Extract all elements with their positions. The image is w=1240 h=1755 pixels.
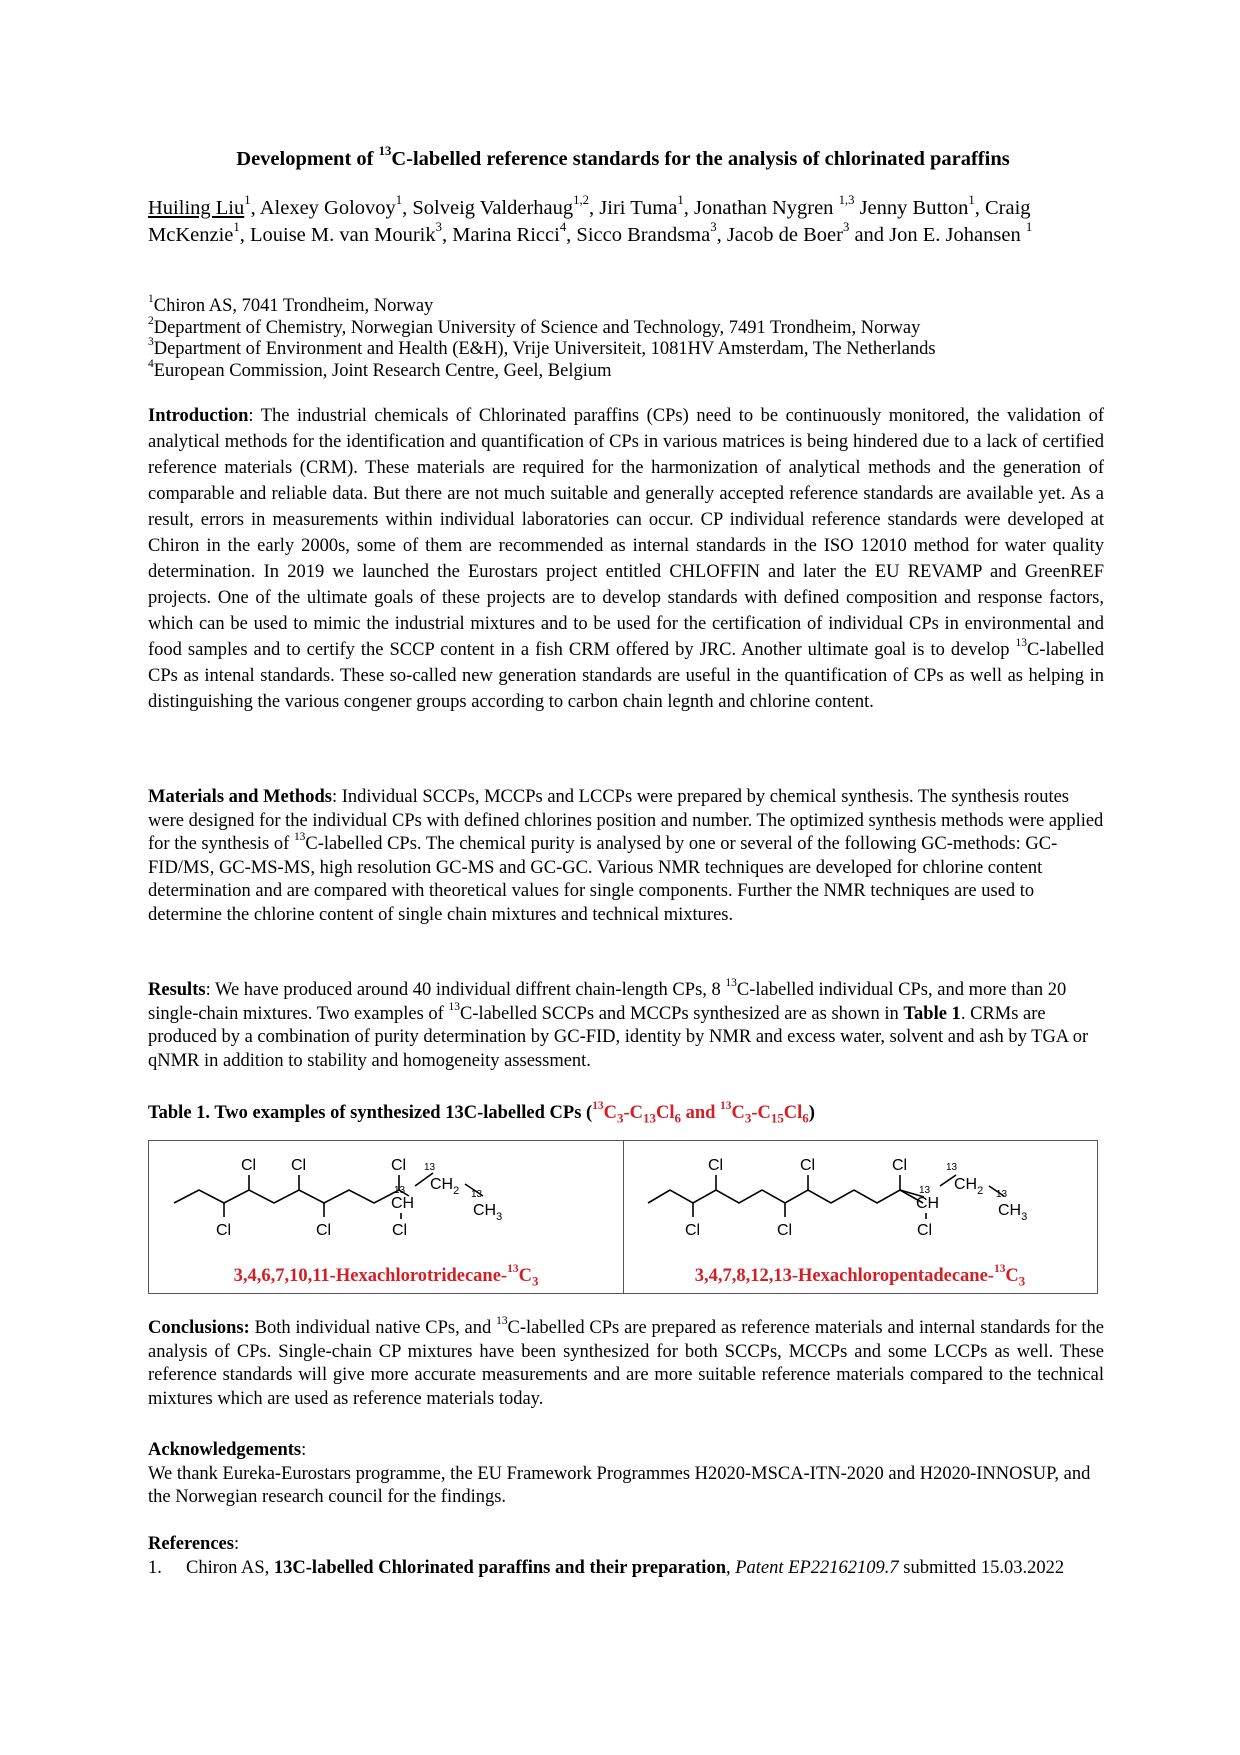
author-name: Alexey Golovoy (259, 197, 396, 219)
affiliation-item: $^1$Chiron AS, 7041 Trondheim, Norway (148, 293, 434, 316)
cl-label: Cl (316, 1222, 332, 1239)
affiliation-item: $^3$Department of Environment and Health (E&H), Vrije Universiteit, 1081HV Amsterdam, The Netherlands (148, 336, 936, 359)
cl-label: Cl (892, 1157, 908, 1174)
ch-label: CH (391, 1195, 415, 1212)
affiliation-item: $^2$Department of Chemistry, Norwegian University of Science and Technology, 7491 Trondheim, Norway (148, 314, 921, 338)
author-name: Craig McKenzie (148, 197, 1031, 246)
cl-label: Cl (291, 1157, 307, 1174)
author-name: Sicco Brandsma (576, 224, 711, 246)
cl-label: Cl (800, 1157, 816, 1174)
cl-label: Cl (391, 1157, 407, 1174)
cl-label: Cl (241, 1157, 257, 1174)
methods-section: Materials and Methods: Individual SCCPs, MCCPs and LCCPs were prepared by chemical synthesis. The synthesis routes were designed for the individual CPs with defined chlorines position and number. The optimized synthesis methods were applied for the synthesis of $^{13}$C-labelled CPs. The chemical purity is analysed by one or several of the following GC-methods: GC-FID/MS, GC-MS-MS, high resolution GC-MS and GC-GC. Various NMR techniques are developed for chlorine content determination and are compared with theoretical values for single components. Further the NMR techniques are used to determine the chlorine content of single chain mixtures and technical mixtures. (148, 787, 1104, 925)
acknowledgements-heading: Acknowledgements (148, 1440, 302, 1460)
methods-heading: Materials and Methods (148, 787, 332, 807)
results-section: Results: We have produced around 40 individual diffrent chain-length CPs, 8 $^{13}$C-labelled individual CPs, and more than 20 single-chain mixtures. Two examples of $^{13}$C-labelled SCCPs and MCCPs synthesized are as shown in Table 1. CRMs are produced by a combination of purity determination by GC-FID, identity by NMR and excess water, solvent and ash by TGA or qNMR in addition to stability and homogeneity assessment. (148, 977, 1089, 1071)
ch-label: CH (916, 1195, 940, 1212)
conclusions-section: Conclusions: Both individual native CPs, and $^{13}$C-labelled CPs are prepared as reference materials and internal standards for the analysis of CPs. Single-chain CP mixtures have been synthesized for both SCCPs, MCCPs and some LCCPs as well. These reference standards will give more accurate measurements and are more suitable reference materials compared to the technical mixtures which are used as reference materials today. (148, 1315, 1104, 1409)
acknowledgements-section: Acknowledgements: We thank Eureka-Eurostars programme, the EU Framework Programmes H2020-MSCA-ITN-2020 and H2020-INNOSUP, and the Norwegian research council for the findings. (148, 1440, 1091, 1507)
results-heading: Results (148, 980, 206, 1000)
references-heading: References (148, 1534, 234, 1554)
cl-label: Cl (216, 1222, 232, 1239)
references-section: References: 1. Chiron AS, 13C-labelled Chlorinated paraffins and their preparation, Patent EP22162109.7 submitted 15.03.2022 (148, 1533, 1104, 1580)
table-caption: Table 1. Two examples of synthesized 13C-labelled CPs ($^{13}C_3-C_{13}Cl_6$ and $^{13}C_3-C_{15}Cl_6$) (148, 1100, 815, 1126)
reference-item: 1. Chiron AS, 13C-labelled Chlorinated paraffins and their preparation, Patent EP22162109.7 submitted 15.03.2022 (148, 1557, 1065, 1578)
isotope-label: 13 (946, 1162, 958, 1173)
isotope-label: 13 (394, 1185, 406, 1196)
author-name: Solveig Valderhaug (412, 197, 574, 219)
affiliation-list (148, 293, 1098, 382)
cl-label: Cl (392, 1222, 408, 1239)
cl-label: Cl (777, 1222, 793, 1239)
author-name: Jon E. Johansen (889, 224, 1026, 246)
ch3-label: $CH_3$ (998, 1202, 1028, 1223)
structures-table (148, 1140, 1098, 1294)
isotope-label: 13 (996, 1189, 1008, 1200)
introduction-heading: Introduction (148, 406, 249, 426)
author-name: Jenny Button (859, 197, 969, 219)
affiliation-item: $^4$European Commission, Joint Research Centre, Geel, Belgium (148, 357, 612, 381)
author-name: Marina Ricci (452, 224, 560, 246)
introduction-section: Introduction: The industrial chemicals of Chlorinated paraffins (CPs) need to be continuously monitored, the validation of analytical methods for the identification and quantification of CPs in various matrices is being hindered due to a lack of certified reference materials (CRM). These materials are required for the harmonization of analytical methods and the generation of comparable and reliable data. But there are not much suitable and generally accepted reference standards are available yet. As a result, errors in measurements within individual laboratories can occur. CP individual reference standards were developed at Chiron in the early 2000s, some of them are recommended as internal standards in the ISO 12010 method for water quality determination. In 2019 we launched the Eurostars project entitled CHLOFFIN and later the EU REVAMP and GreenREF projects. One of the ultimate goals of these projects are to develop standards with defined composition and response factors, which can be used to mimic the industrial mixtures and to be used for the certification of individual CPs in environmental and food samples and to certify the SCCP content in a fish CRM offered by JRC. Another ultimate goal is to develop $^{13}$C-labelled CPs as intenal standards. These so-called new generation standards are useful in the quantification of CPs as well as helping in distinguishing the various congener groups according to carbon chain legnth and chlorine content. (148, 406, 1104, 712)
conclusions-heading: Conclusions: (148, 1318, 250, 1338)
author-name: Jonathan Nygren (693, 197, 839, 219)
author-name: Louise M. van Mourik (249, 224, 436, 246)
structure-cell-tridecane (149, 1141, 624, 1293)
ch2-label: $CH_2$ (954, 1176, 984, 1197)
isotope-label: 13 (424, 1162, 436, 1173)
cl-label: Cl (917, 1222, 933, 1239)
cl-label: Cl (708, 1157, 724, 1174)
molecule-name-2: $3,4,7,8,12,13-Hexachloropentadecane-^{13}C_3$ (694, 1263, 1026, 1289)
structure-cell-pentadecane (624, 1141, 1096, 1293)
author-list: Huiling Liu$^1$, Alexey Golovoy$^1$, Solveig Valderhaug$^{1,2}$, Jiri Tuma$^1$, Jonathan Nygren $^{1,3}$ Jenny Button$^1$, Craig McKenzie$^1$, Louise M. van Mourik$^3$, Marina Ricci$^4$, Sicco Brandsma$^3$, Jacob de Boer$^3$ and Jon E. Johansen $^1$ (148, 193, 1033, 246)
paper-title: Development of $^{13}$C-labelled reference standards for the analysis of chlorinated paraffins (236, 144, 1010, 170)
author-name: Jacob de Boer (726, 224, 843, 246)
isotope-label: 13 (919, 1185, 931, 1196)
molecule-name-1: $3,4,6,7,10,11-Hexachlorotridecane-^{13}C_3$ (233, 1263, 539, 1289)
ch2-label: $CH_2$ (430, 1176, 460, 1197)
author-name: Huiling Liu (148, 197, 245, 219)
ch3-label: $CH_3$ (473, 1202, 503, 1223)
cl-label: Cl (685, 1222, 701, 1239)
author-name: Jiri Tuma (599, 197, 678, 219)
isotope-label: 13 (471, 1189, 483, 1200)
